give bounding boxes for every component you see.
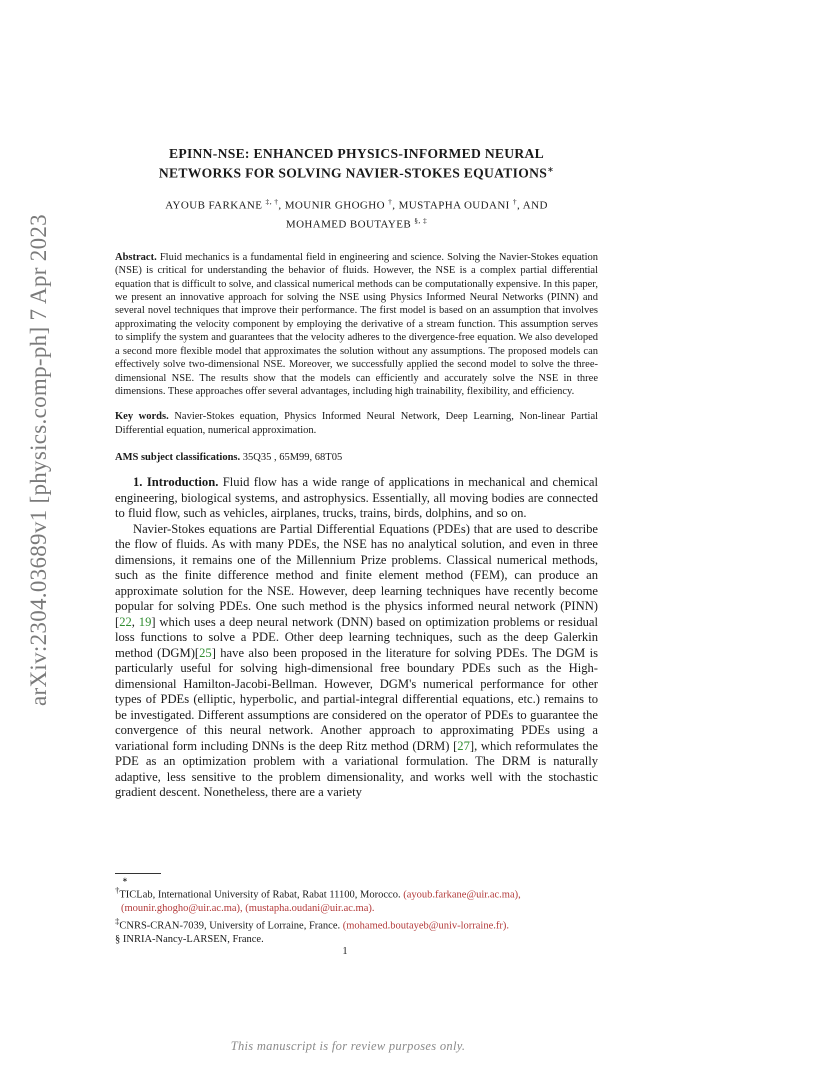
keywords-text: Navier-Stokes equation, Physics Informed Neural Network, Deep Learning, Non-linear Partial Differential equation, numerical approximation. [115,411,599,436]
email-link[interactable]: (ayoub.farkane@uir.ac.ma), [403,889,521,901]
intro-text-1: Fluid flow has a wide range of applications in mechanical and chemical engineering, biological systems, and astrophysics. Essentially, all moving bodies are connected to fluid flow, such as vehicles, airplanes, trucks, trains, birds, dolphins, and so on. [115,475,599,521]
author-2-affiliation: † [388,196,393,206]
author-1: AYOUB FARKANE [165,199,263,212]
author-list: AYOUB FARKANE ‡, †, MOUNIR GHOGHO †, MUSTAPHA OUDANI †, AND MOHAMED BOUTAYEB §, ‡ [165,196,548,231]
arxiv-identifier: arXiv:2304.03689v1 [physics.comp-ph] 7 Apr 2023 [26,214,51,706]
email-link[interactable]: (mustapha.oudani@uir.ac.ma). [245,902,375,914]
review-watermark: This manuscript is for review purposes only. [230,1039,466,1053]
footnote-affiliation-2 [115,915,598,933]
arxiv-sidebar [22,214,56,706]
author-and: AND [522,199,548,212]
footnote-affiliation-1 [115,884,598,915]
title-footnote: ∗ [122,876,128,884]
footnote-text: TICLab, International University of Rabat, Rabat 11100, Morocco. [119,889,401,901]
footnotes [115,873,598,947]
ams-codes: 35Q35 , 65M99, 68T05 [242,452,343,464]
keywords-label: Key words. [115,411,169,423]
ams-label: AMS subject classifications. [115,452,241,464]
citation-separator: , [131,614,139,629]
title-footnote-mark: ∗ [547,165,555,174]
paper-title [115,146,598,182]
footnote-mark: § [115,934,121,946]
keywords [115,410,598,437]
citation-link[interactable]: 19 [138,614,152,629]
footnote-mark: † [115,885,120,895]
citation-link[interactable]: 27 [457,738,470,753]
introduction-paragraph-2 [115,522,598,801]
author-1-affiliation: ‡, † [265,196,279,206]
author-4: MOHAMED BOUTAYEB [285,218,412,231]
section-heading: 1. Introduction. [133,475,219,490]
author-3-affiliation: † [512,196,518,206]
author-3: MUSTAPHA OUDANI [398,199,510,212]
footnote-affiliation-3 [115,933,598,946]
email-link[interactable]: (mohamed.boutayeb@univ-lorraine.fr). [342,920,510,932]
author-4-affiliation: §, ‡ [414,216,428,226]
intro-text-2a: Navier-Stokes equations are Partial Differential Equations (PDEs) that are used to describe the flow of fluids. As with many PDEs, the NSE has no analytical solution, and even in three dimensions, it remains one of the Millennium Prize problems. Classical numerical methods, such as the finite difference method and finite element method (FEM), can produce an approximate solution for the NSE. However, deep learning techniques have recently become popular for solving PDEs. One such method is the physics informed neural network (PINN) [ [115,521,598,629]
citation-link[interactable]: 25 [199,645,212,660]
author-2: MOUNIR GHOGHO [284,199,385,212]
intro-text-2c: ] have also been proposed in the literature for solving PDEs. The DGM is particularly useful for solving high-dimensional free boundary PDEs such as the High-dimensional Hamilton-Jacobi-Bellman. However, DGM's numerical performance for other types of PDEs (elliptic, hyperbolic, and partial-integral differential equations, etc.) remains to be investigated. Different assumptions are considered on the operator of PDEs to guarantee the convergence of this neural network. Another approach to approximating PDEs using a variational form including DNNs is the deep Ritz method (DRM) [ [115,645,598,753]
intro-text-2b: ] which uses a deep neural network (DNN) based on optimization problems or residual loss functions to solve a PDE. Other deep learning techniques, such as the deep Galerkin method (DGM)[ [115,614,598,660]
abstract-label: Abstract. [115,251,157,263]
title-line-1: EPINN-NSE: ENHANCED PHYSICS-INFORMED NEURAL [168,146,545,161]
title-line-2: NETWORKS FOR SOLVING NAVIER-STOKES EQUATIONS [158,165,548,181]
footnote-text: CNRS-CRAN-7039, University of Lorraine, France. [119,920,341,932]
intro-text-2d: ], which reformulates the PDE as an optimization problem with a variational formulation. The DRM is naturally adaptive, less sensitive to the problem dimensionality, and works well with the stochastic gradient descent. Nonetheless, there are a variety [115,738,598,800]
footnote-mark: ‡ [115,916,120,927]
introduction-paragraph-1 [115,475,598,522]
abstract [115,251,598,398]
ams-classification [115,451,598,464]
citation-link[interactable]: 22 [119,614,132,629]
paper-body [115,146,598,801]
footnote-rule [115,873,161,874]
footnote-text: INRIA-Nancy-LARSEN, France. [122,934,264,946]
page-number: 1 [342,946,348,957]
email-link[interactable]: (mounir.ghogho@uir.ac.ma), [121,902,243,914]
abstract-text: Fluid mechanics is a fundamental field in engineering and science. Solving the Navier-Stokes equation (NSE) is critical for understanding the behavior of fluids. However, the NSE is a complex partial differential equation that is difficult to solve, and classical numerical methods can be computationally expensive. In this paper, we present an innovative approach for solving the NSE using Physics Informed Neural Networks (PINN) and several novel techniques that improve their performance. The first model is based on an assumption that involves approximating the velocity component by employing the derivative of a stream function. This assumption serves to simplify the system and guarantees that the velocity adheres to the divergence-free equation. We also developed a second more flexible model that approximates the solution without any assumptions. The proposed models can effectively solve two-dimensional NSE. Moreover, we successfully applied the second model to solve the three-dimensional NSE. The results show that the models can efficiently and accurately solve the NSE in three dimensions. These approaches offer several advantages, including high trainability, flexibility, and efficiency. [115,251,599,397]
